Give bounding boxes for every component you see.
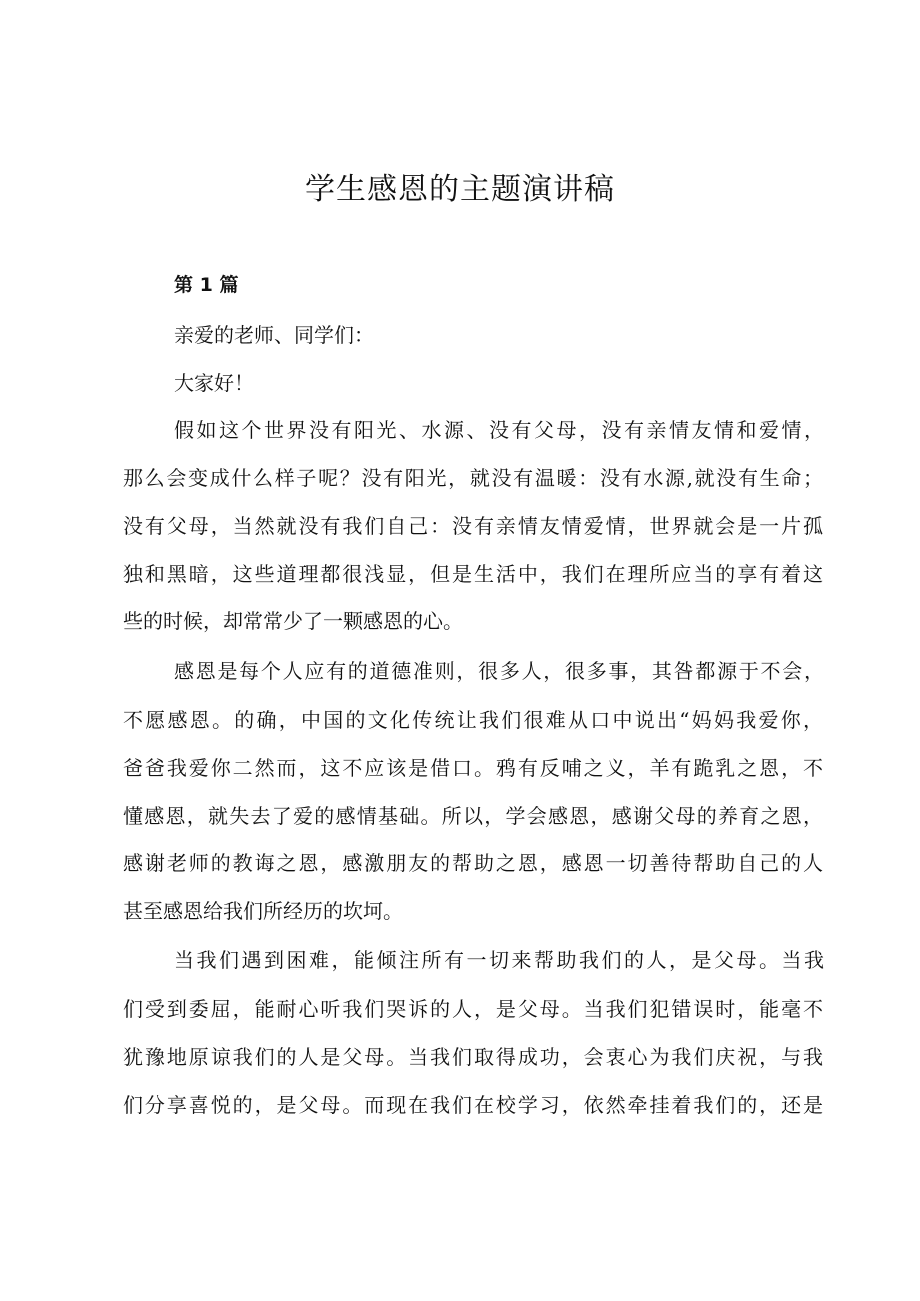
text-line: 感谢老师的教诲之恩，感激朋友的帮助之恩，感恩一切善待帮助自己的人	[123, 851, 823, 875]
text-line: 们受到委屈，能耐心听我们哭诉的人，是父母。当我们犯错误时，能毫不	[123, 997, 823, 1021]
document-title: 学生感恩的主题演讲稿	[305, 172, 615, 207]
text-line: 爸爸我爱你二然而，这不应该是借口。鸦有反哺之义，羊有跪乳之恩，不	[123, 756, 823, 780]
hello-line: 大家好！	[174, 371, 254, 395]
greeting-line: 亲爱的老师、同学们：	[174, 323, 374, 347]
text-line: 假如这个世界没有阳光、水源、没有父母，没有亲情友情和爱情，	[174, 418, 824, 442]
text-line: 独和黑暗，这些道理都很浅显，但是生活中，我们在理所应当的享有着这	[123, 562, 823, 586]
text-line: 们分享喜悦的，是父母。而现在我们在校学习，依然牵挂着我们的，还是	[123, 1093, 823, 1117]
text-line: 些的时候，却常常少了一颗感恩的心。	[123, 609, 463, 633]
text-line: 甚至感恩给我们所经历的坎坷。	[123, 899, 403, 923]
text-line: 懂感恩，就失去了爱的感情基础。所以，学会感恩，感谢父母的养育之恩，	[123, 804, 823, 828]
text-line: 不愿感恩。的确，中国的文化传统让我们很难从口中说出“妈妈我爱你，	[123, 708, 823, 732]
text-line: 当我们遇到困难，能倾注所有一切来帮助我们的人，是父母。当我	[174, 948, 824, 972]
text-line: 那么会变成什么样子呢？没有阳光，就没有温暖：没有水源,就没有生命；	[123, 466, 823, 490]
text-line: 感恩是每个人应有的道德准则，很多人，很多事，其咎都源于不会，	[174, 659, 824, 683]
section-heading: 第 1 篇	[174, 274, 239, 296]
text-line: 犹豫地原谅我们的人是父母。当我们取得成功，会衷心为我们庆祝，与我	[123, 1045, 823, 1069]
text-line: 没有父母，当然就没有我们自己：没有亲情友情爱情，世界就会是一片孤	[123, 514, 823, 538]
